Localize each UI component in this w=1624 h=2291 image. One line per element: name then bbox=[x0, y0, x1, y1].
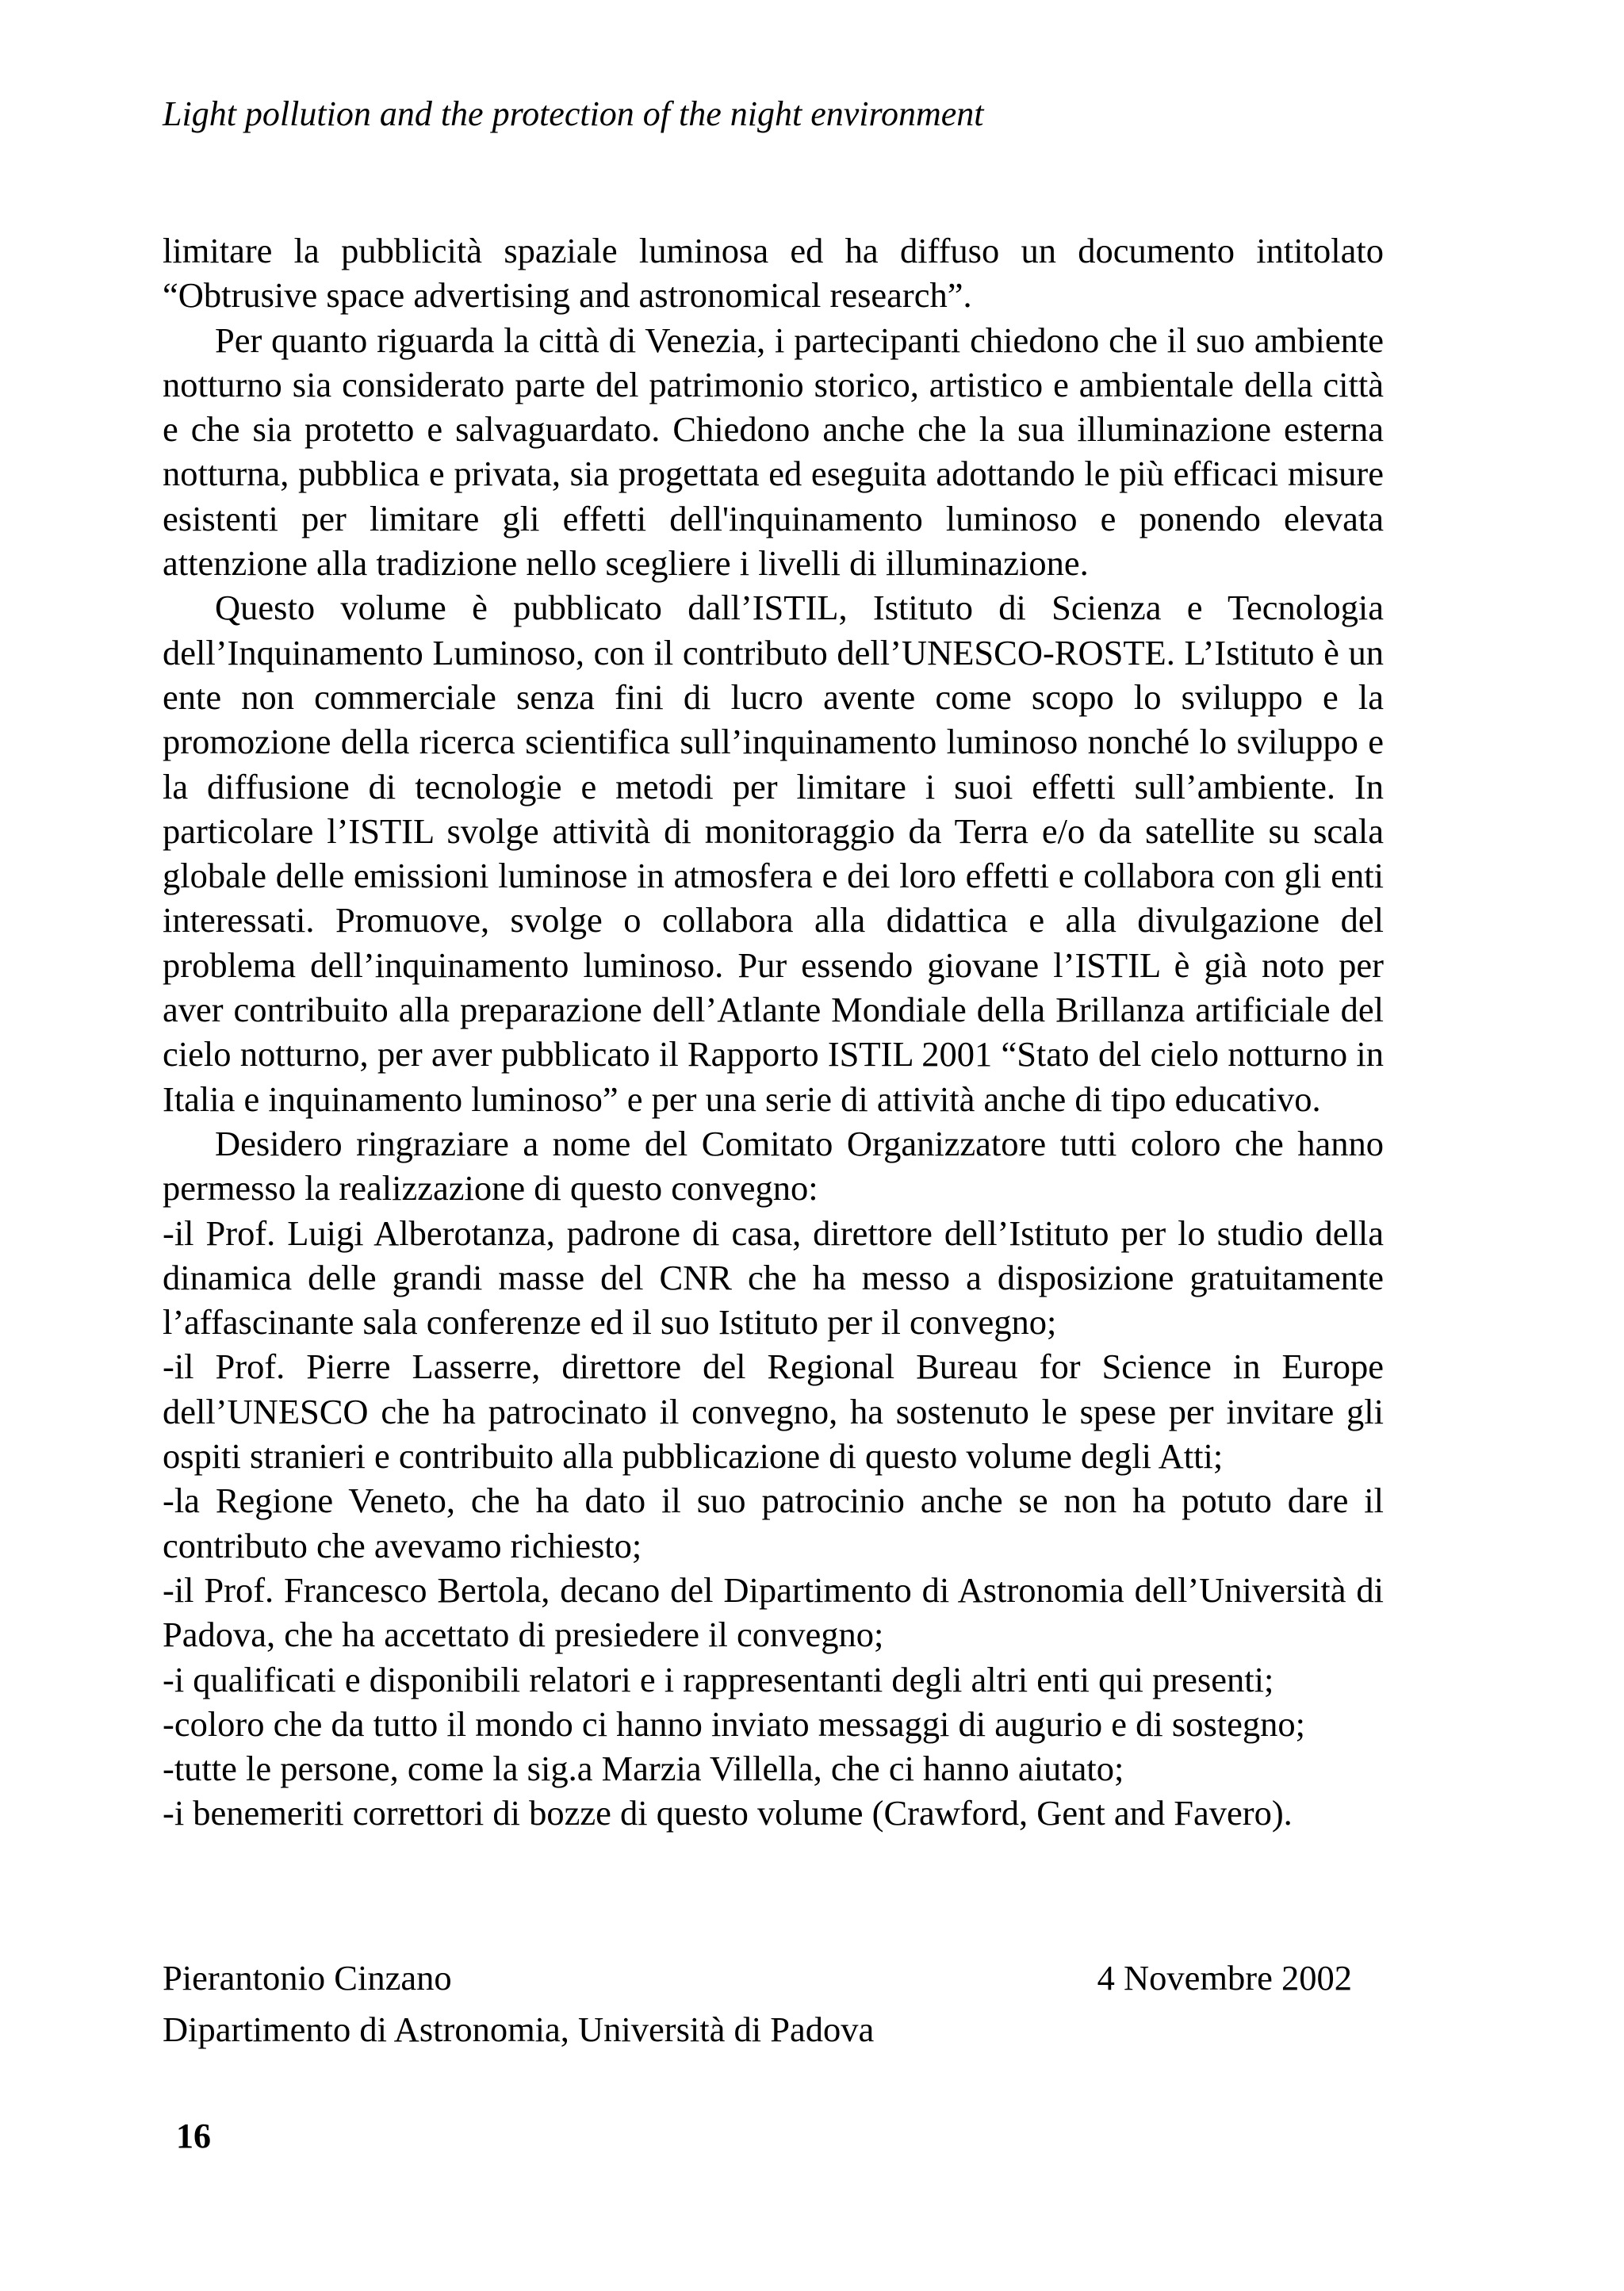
acknowledgement-item: -coloro che da tutto il mondo ci hanno inviato messaggi di augurio e di sostegno; bbox=[163, 1703, 1306, 1744]
signature-row bbox=[163, 1952, 1352, 2004]
acknowledgement-item: -il Prof. Pierre Lasserre, direttore del Regional Bureau for Science in Europe dell’UNESCO che ha patrocinato il convegno, ha sostenuto le spese per invitare gli ospiti stranieri e contribuito alla pubblicazione di questo volume degli Atti; bbox=[163, 1347, 1384, 1477]
acknowledgement-item: -il Prof. Luigi Alberotanza, padrone di casa, direttore dell’Istituto per lo studio della dinamica delle grandi masse del CNR che ha messo a disposizione gratuitamente l’affascinante sala conferenze ed il suo Istituto per il convegno; bbox=[163, 1213, 1384, 1343]
acknowledgement-item: -i benemeriti correttori di bozze di questo volume (Crawford, Gent and Favero). bbox=[163, 1793, 1293, 1833]
body-text bbox=[163, 228, 1384, 1836]
author-name: Pierantonio Cinzano bbox=[163, 1958, 452, 1998]
acknowledgement-item: -il Prof. Francesco Bertola, decano del Dipartimento di Astronomia dell’Università di Padova, che ha accettato di presiedere il convegno; bbox=[163, 1569, 1384, 1655]
paragraph-venezia: Per quanto riguarda la città di Venezia, i partecipanti chiedono che il suo ambiente notturno sia considerato parte del patrimonio storico, artistico e ambientale della città e che sia protetto e salvaguardato. Chiedono anche che la sua illuminazione esterna notturna, pubblica e privata, sia progettata ed eseguita adottando le più efficaci misure esistenti per limitare gli effetti dell'inquinamento luminoso e ponendo elevata attenzione alla tradizione nello scegliere i livelli di illuminazione. bbox=[163, 320, 1384, 584]
paragraph-istil: Questo volume è pubblicato dall’ISTIL, Istituto di Scienza e Tecnologia dell’Inquinamento Luminoso, con il contributo dell’UNESCO-ROSTE. L’Istituto è un ente non commerciale senza fini di lucro avente come scopo lo sviluppo e la promozione della ricerca scientifica sull’inquinamento luminoso nonché lo sviluppo e la diffusione di tecnologie e metodi per limitare i suoi effetti sull’ambiente. In particolare l’ISTIL svolge attività di monitoraggio da Terra e/o da satellite su scala globale delle emissioni luminose in atmosfera e dei loro effetti e collabora con gli enti interessati. Promuove, svolge o collabora alla didattica e alla divulgazione del problema dell’inquinamento luminoso. Pur essendo giovane l’ISTIL è già noto per aver contribuito alla preparazione dell’Atlante Mondiale della Brillanza artificiale del cielo notturno, per aver pubblicato il Rapporto ISTIL 2001 “Stato del cielo notturno in Italia e inquinamento luminoso” e per una serie di attività anche di tipo educativo. bbox=[163, 588, 1384, 1119]
page-number: 16 bbox=[176, 2117, 211, 2155]
signature-date: 4 Novembre 2002 bbox=[1097, 1958, 1352, 1998]
running-header: Light pollution and the protection of the night environment bbox=[163, 94, 984, 133]
acknowledgement-item: -i qualificati e disponibili relatori e i rappresentanti degli altri enti qui presenti; bbox=[163, 1659, 1274, 1699]
signature-block bbox=[163, 1952, 1352, 2055]
author-affiliation: Dipartimento di Astronomia, Università di Padova bbox=[163, 2009, 875, 2049]
paragraph-continuation: limitare la pubblicità spaziale luminosa ed ha diffuso un documento intitolato “Obtrusive space advertising and astronomical research”. bbox=[163, 231, 1384, 316]
paragraph-thanks-intro: Desidero ringraziare a nome del Comitato Organizzatore tutti coloro che hanno permesso la realizzazione di questo convegno: bbox=[163, 1123, 1384, 1209]
acknowledgement-item: -tutte le persone, come la sig.a Marzia Villella, che ci hanno aiutato; bbox=[163, 1749, 1124, 1789]
acknowledgement-item: -la Regione Veneto, che ha dato il suo patrocinio anche se non ha potuto dare il contributo che avevamo richiesto; bbox=[163, 1481, 1384, 1565]
